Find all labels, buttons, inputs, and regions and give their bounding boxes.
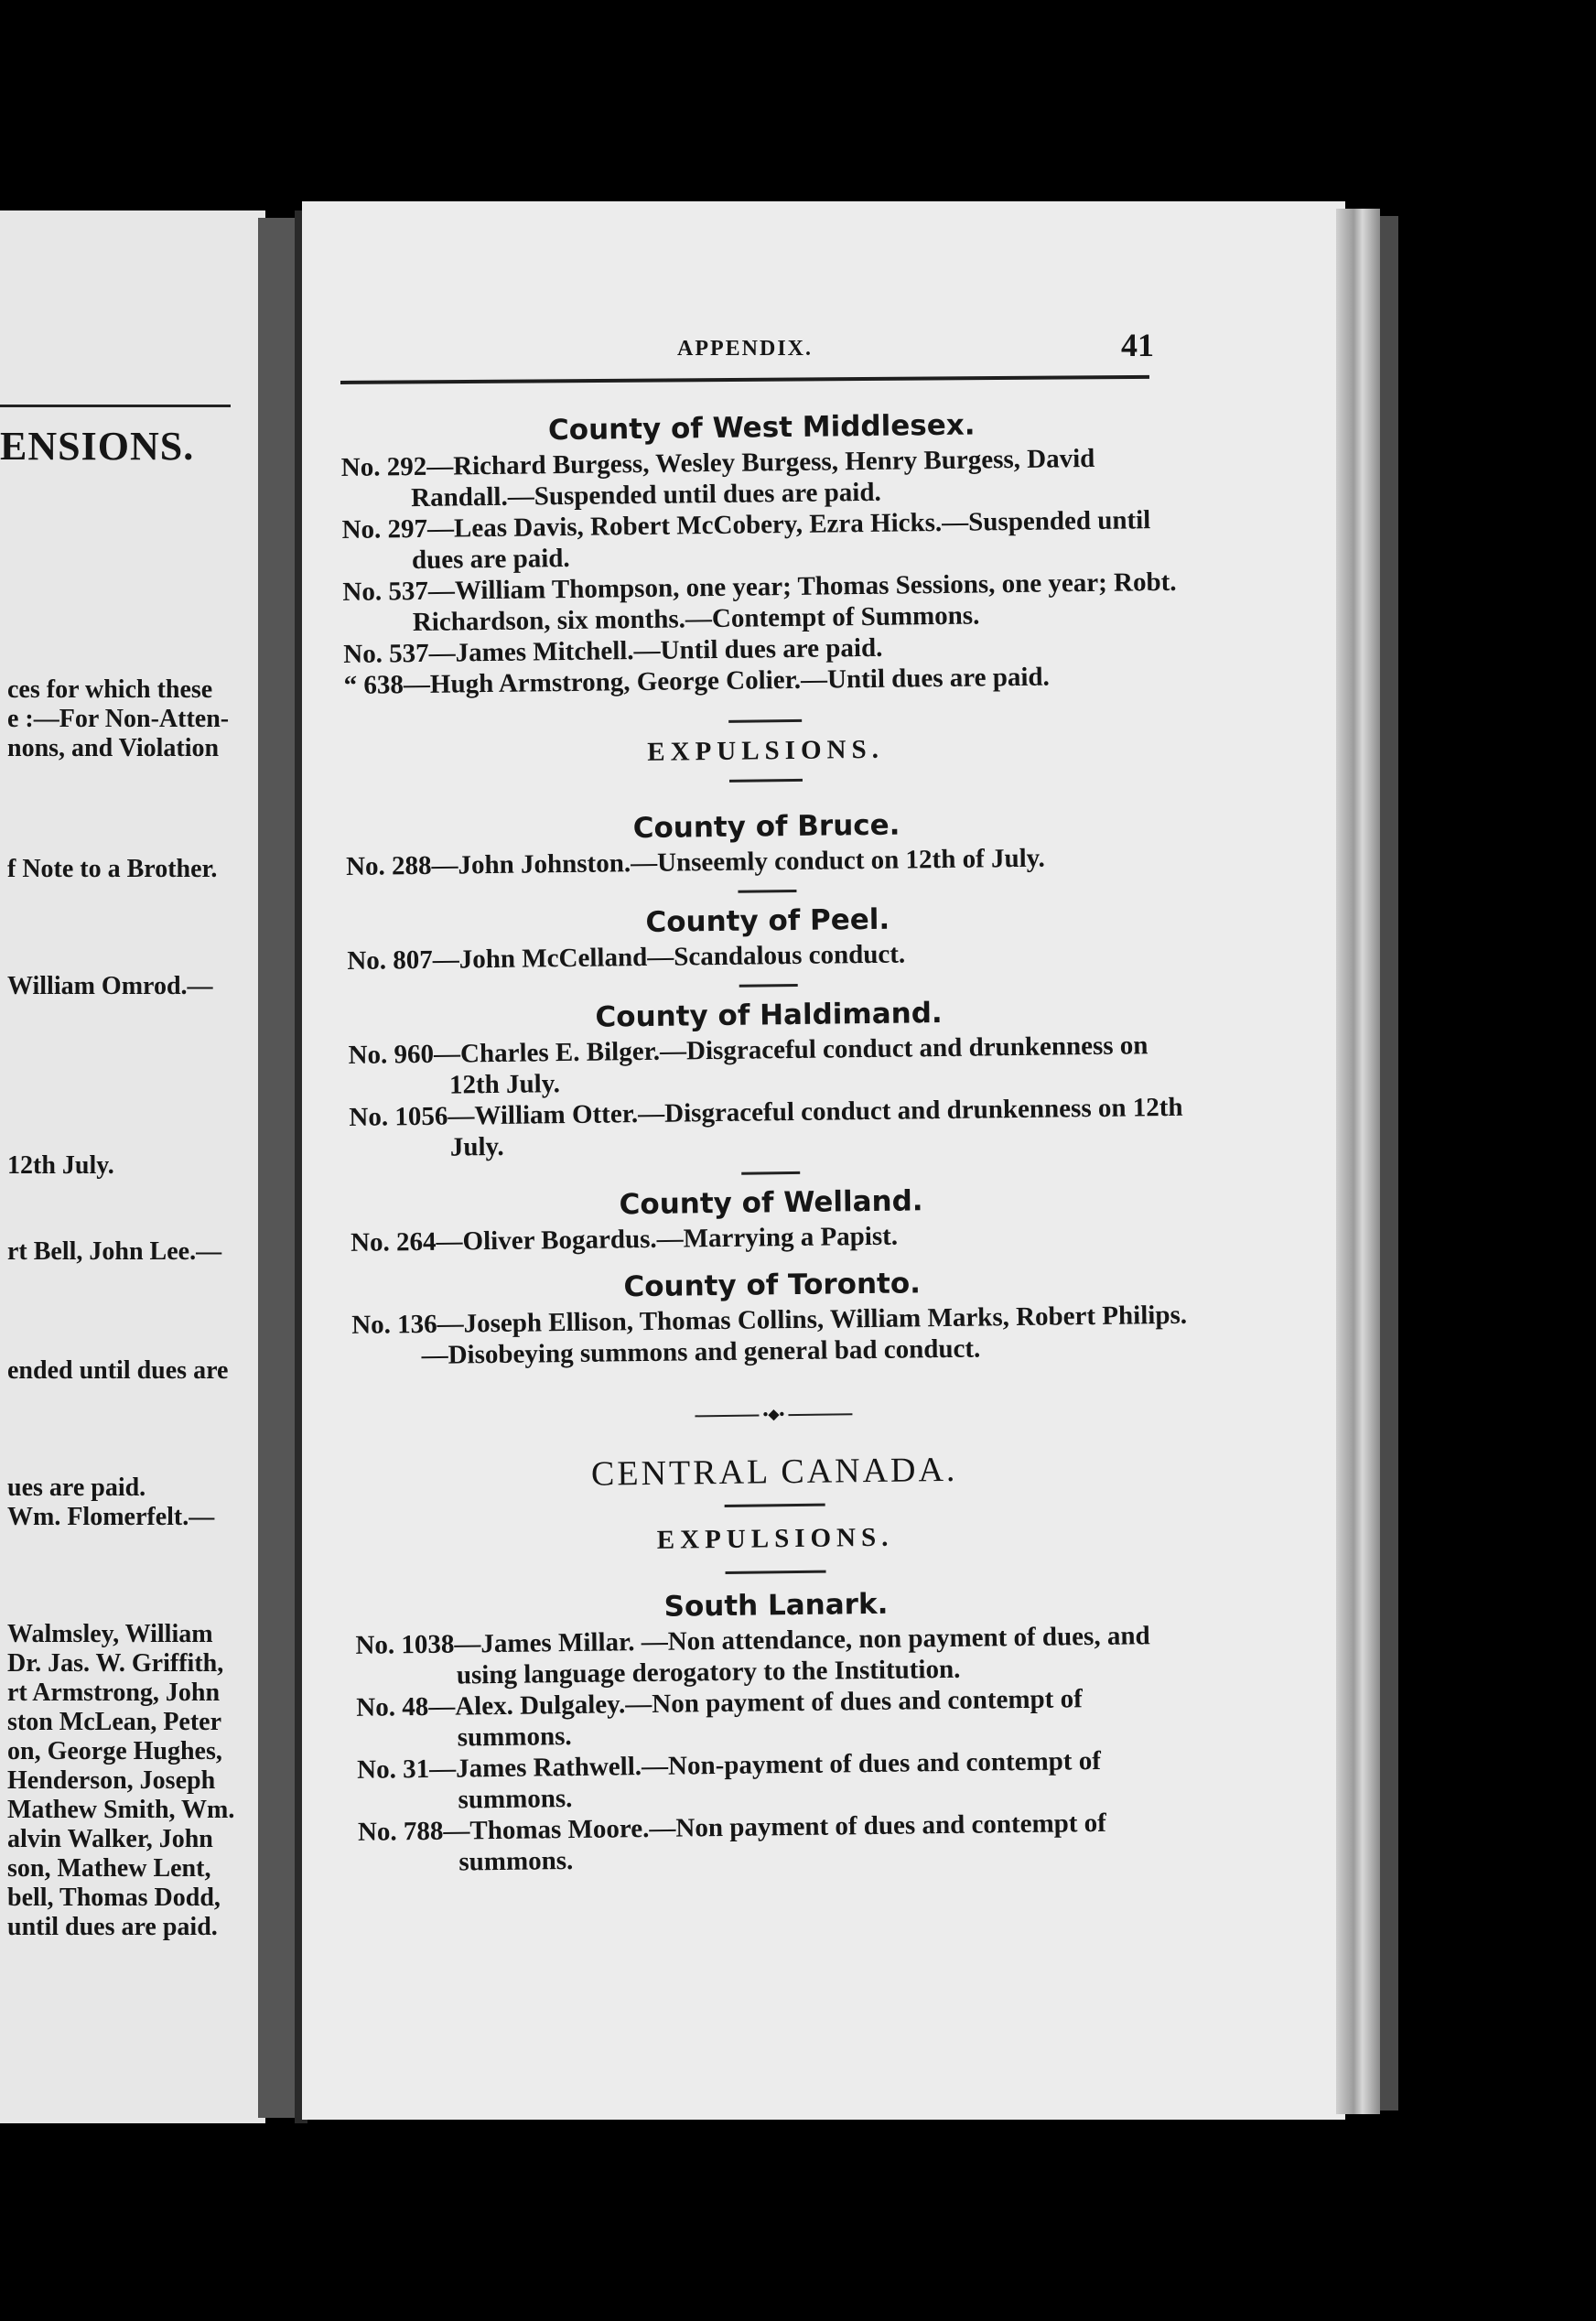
left-page-line: Walmsley, William	[7, 1620, 213, 1648]
left-page-line: ended until dues are	[7, 1356, 229, 1385]
previous-page-fragment	[0, 211, 265, 2123]
county-heading: County of Bruce.	[632, 808, 900, 846]
lodge-entry: “ 638—Hugh Armstrong, George Colier.—Until dues are paid.	[343, 662, 1051, 700]
page-stack-edge	[1336, 209, 1380, 2114]
section-rule	[741, 1171, 800, 1175]
book-page	[302, 201, 1345, 2120]
lodge-entry: No. 292—Richard Burgess, Wesley Burgess, Henry Burgess, David Randall.—Suspended until dues are paid.	[340, 443, 1095, 513]
lodge-entry: No. 48—Alex. Dulgaley.—Non payment of dues and contempt of summons.	[356, 1684, 1083, 1753]
lodge-entry: No. 31—James Rathwell.—Non-payment of dues and contempt of summons.	[356, 1745, 1102, 1815]
county-heading: County of West Middlesex.	[547, 408, 976, 448]
lodge-entry: No. 136—Joseph Ellison, Thomas Collins, William Marks, Robert Philips.—Disobeying summons and general bad conduct.	[351, 1300, 1188, 1370]
lodge-entry: No. 288—John Johnston.—Unseemly conduct on 12th of July.	[345, 843, 1046, 881]
lodge-entry: No. 788—Thomas Moore.—Non payment of dues and contempt of summons.	[357, 1808, 1107, 1877]
lodge-entry: No. 297—Leas Davis, Robert McCobery, Ezra Hicks.—Suspended until dues are paid.	[341, 505, 1151, 576]
region-heading: CENTRAL CANADA.	[590, 1450, 958, 1494]
left-page-line: on, George Hughes,	[7, 1737, 222, 1765]
left-page-line: ston McLean, Peter	[7, 1708, 222, 1736]
left-page-line: nons, and Violation	[7, 734, 220, 762]
county-heading: County of Haldimand.	[595, 997, 943, 1034]
left-page-line: rt Bell, John Lee.—	[7, 1237, 222, 1266]
expulsions-heading: EXPULSIONS.	[647, 734, 885, 767]
section-rule	[739, 984, 798, 988]
left-page-line: ces for which these	[7, 675, 213, 704]
section-rule	[728, 719, 802, 723]
left-page-heading: ENSIONS.	[0, 424, 195, 469]
left-page-line: Mathew Smith, Wm.	[7, 1796, 235, 1824]
section-rule	[726, 1571, 826, 1574]
left-page-line: son, Mathew Lent,	[7, 1854, 211, 1883]
lodge-entry: No. 960—Charles E. Bilger.—Disgraceful conduct and drunkenness on 12th July.	[348, 1031, 1148, 1100]
lodge-entry: No. 537—James Mitchell.—Until dues are paid.	[343, 632, 883, 669]
lodge-entry: No. 264—Oliver Bogardus.—Marrying a Papist.	[350, 1221, 899, 1258]
left-page-line: e :—For Non-Atten-	[7, 705, 230, 733]
left-page-line: f Note to a Brother.	[7, 855, 218, 883]
county-heading: South Lanark.	[663, 1587, 889, 1624]
county-heading: County of Welland.	[619, 1184, 923, 1222]
left-page-line: William Omrod.—	[7, 972, 213, 1000]
left-page-rule	[0, 405, 231, 407]
left-page-line: Wm. Flomerfelt.—	[7, 1503, 215, 1531]
section-rule	[729, 779, 803, 783]
lodge-entry: No. 1056—William Otter.—Disgraceful conduct and drunkenness on 12th July.	[349, 1092, 1183, 1162]
left-page-line: Dr. Jas. W. Griffith,	[7, 1649, 224, 1678]
section-rule	[738, 890, 796, 893]
left-page-line: ues are paid.	[7, 1474, 146, 1502]
county-heading: County of Toronto.	[623, 1267, 922, 1304]
left-page-line: Henderson, Joseph	[7, 1766, 216, 1795]
lodge-entry: No. 537—William Thompson, one year; Thomas Sessions, one year; Robt. Richardson, six months.—Contempt of Summons.	[342, 567, 1177, 638]
lodge-entry: No. 1038—James Millar. —Non attendance, non payment of dues, and using language derogatory to the Institution.	[355, 1621, 1150, 1690]
running-title: APPENDIX.	[677, 337, 813, 361]
page-number: 41	[1121, 327, 1154, 363]
book-cover-edge	[1380, 216, 1398, 2110]
county-heading: County of Peel.	[645, 902, 890, 939]
ornament-divider: •◆•	[352, 1395, 1194, 1436]
expulsions-heading: EXPULSIONS.	[656, 1522, 894, 1555]
section-rule	[725, 1504, 825, 1507]
header-rule	[340, 375, 1149, 384]
left-page-line: 12th July.	[7, 1151, 114, 1180]
left-page-line: rt Armstrong, John	[7, 1679, 221, 1707]
left-page-line: bell, Thomas Dodd,	[7, 1884, 221, 1912]
lodge-entry: No. 807—John McCelland—Scandalous conduct.	[347, 939, 906, 976]
left-page-line: alvin Walker, John	[7, 1825, 213, 1853]
left-page-line: until dues are paid.	[7, 1913, 218, 1941]
page-body	[340, 400, 1201, 1879]
